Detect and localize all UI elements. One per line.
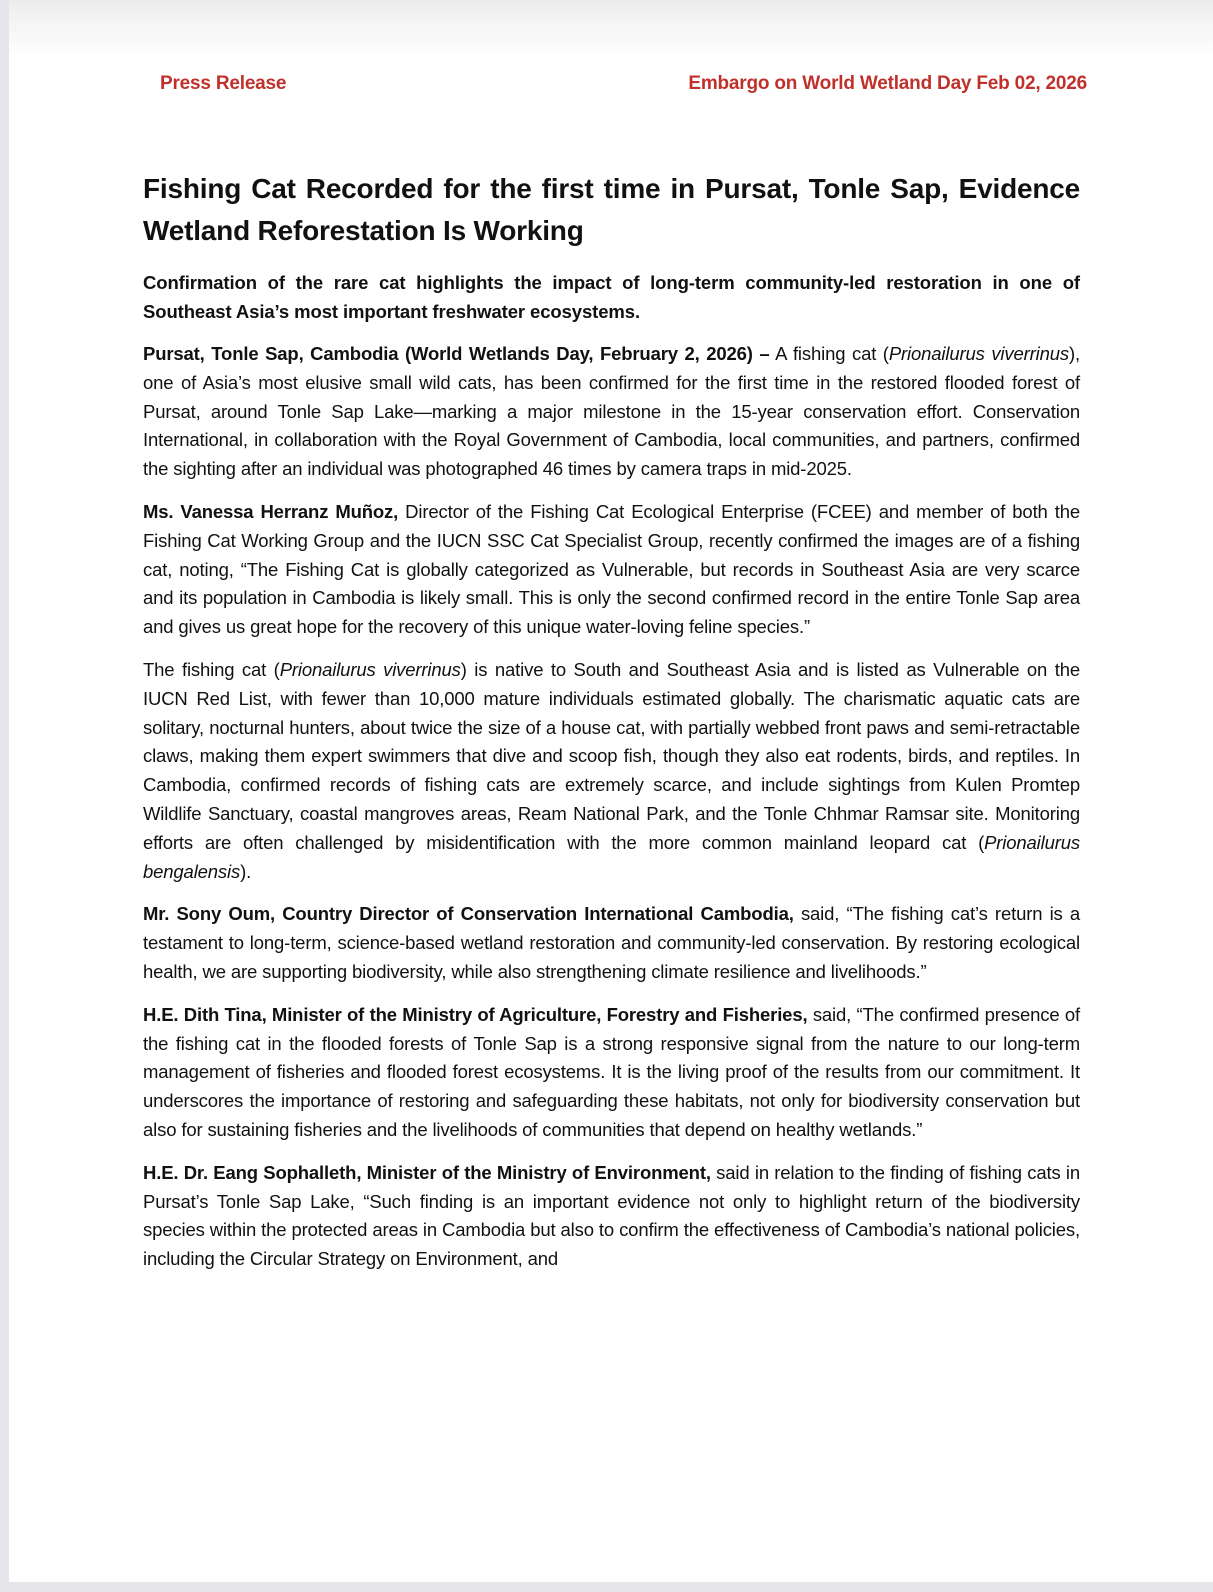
paragraph-quote-oum: [143, 900, 1080, 986]
paragraph-text: ) is native to South and Southeast Asia and is listed as Vulnerable on the IUCN Red List, with fewer than 10,000 mature individuals estimated globally. The charismatic aquatic cats are solitary, nocturnal hunters, about twice the size of a house cat, with partially webbed front paws and semi-retractable claws, making them expert swimmers that dive and scoop fish, though they also eat rodents, birds, and reptiles. In Cambodia, confirmed records of fishing cats are extremely scarce, and include sightings from Kulen Promtep Wildlife Sanctuary, coastal mangroves areas, Ream National Park, and the Tonle Chhmar Ramsar site. Monitoring efforts are often challenged by misidentification with the more common mainland leopard cat (: [143, 658, 1080, 853]
paragraph-text: The fishing cat (: [143, 658, 280, 680]
embargo-label: Embargo on World Wetland Day Feb 02, 2026: [688, 73, 1087, 94]
press-release-label: Press Release: [160, 73, 287, 94]
page-top-shadow: [9, 0, 1213, 60]
paragraph-text: ).: [240, 860, 252, 882]
dateline: Pursat, Tonle Sap, Cambodia (World Wetlands Day, February 2, 2026) –: [143, 343, 770, 364]
headline: Fishing Cat Recorded for the first time in Pursat, Tonle Sap, Evidence Wetland Reforestation Is Working: [143, 173, 1080, 246]
species-name: Prionailurus viverrinus: [888, 343, 1069, 364]
paragraph-text: said, “The fishing cat’s return is a testament to long-term, science-based wetland restoration and community-led conservation. By restoring ecological health, we are supporting biodiversity, while also strengthening climate resilience and livelihoods.”: [143, 903, 1080, 982]
page-header: [160, 73, 1087, 95]
speaker-name: Mr. Sony Oum, Country Director of Conservation International Cambodia,: [143, 903, 794, 925]
paragraph-species-background: [143, 656, 1080, 886]
paragraph-text: A fishing cat (: [769, 343, 889, 364]
paragraph-quote-sophalleth: [143, 1159, 1080, 1274]
speaker-name: H.E. Dr. Eang Sophalleth, Minister of the Ministry of Environment,: [143, 1161, 711, 1183]
paragraph-quote-herranz: [143, 498, 1080, 642]
paragraph-text: said, “The confirmed presence of the fishing cat in the flooded forests of Tonle Sap is a strong responsive signal from the nature to our long-term management of fisheries and flooded forest ecosystems. It is the living proof of the results from our commitment. It underscores the importance of restoring and safeguarding these habitats, not only for biodiversity conservation but also for sustaining fisheries and the livelihoods of communities that depend on healthy wetlands.”: [143, 1003, 1080, 1140]
speaker-name: Ms. Vanessa Herranz Muñoz,: [143, 500, 399, 522]
subheadline: Confirmation of the rare cat highlights the impact of long-term community-led restoration in one of Southeast Asia’s most important freshwater ecosystems.: [143, 272, 1080, 322]
paragraph-text: ), one of Asia’s most elusive small wild cats, has been confirmed for the first time in the restored flooded forest of Pursat, around Tonle Sap Lake—marking a major milestone in the 15-year conservation effort. Conservation International, in collaboration with the Royal Government of Cambodia, local communities, and partners, confirmed the sighting after an individual was photographed 46 times by camera traps in mid-2025.: [143, 343, 1080, 480]
paragraph-text: Director of the Fishing Cat Ecological Enterprise (FCEE) and member of both the Fishing Cat Working Group and the IUCN SSC Cat Specialist Group, recently confirmed the images are of a fishing cat, noting, “The Fishing Cat is globally categorized as Vulnerable, but records in Southeast Asia are very scarce and its population in Cambodia is likely small. This is only the second confirmed record in the entire Tonle Sap area and gives us great hope for the recovery of this unique water-loving feline species.”: [143, 500, 1080, 638]
species-name: Prionailurus bengalensis: [143, 831, 1080, 882]
document-body: [143, 168, 1080, 1288]
paragraph-quote-dith-tina: [143, 1001, 1080, 1145]
speaker-name: H.E. Dith Tina, Minister of the Ministry of Agriculture, Forestry and Fisheries,: [143, 1003, 808, 1025]
paragraph-text: said in relation to the finding of fishing cats in Pursat’s Tonle Sap Lake, “Such finding is an important evidence not only to highlight return of the biodiversity species within the protected areas in Cambodia but also to confirm the effectiveness of Cambodia’s national policies, including the Circular Strategy on Environment, and: [143, 1161, 1080, 1270]
species-name: Prionailurus viverrinus: [279, 658, 461, 680]
paragraph-dateline: [143, 340, 1080, 484]
